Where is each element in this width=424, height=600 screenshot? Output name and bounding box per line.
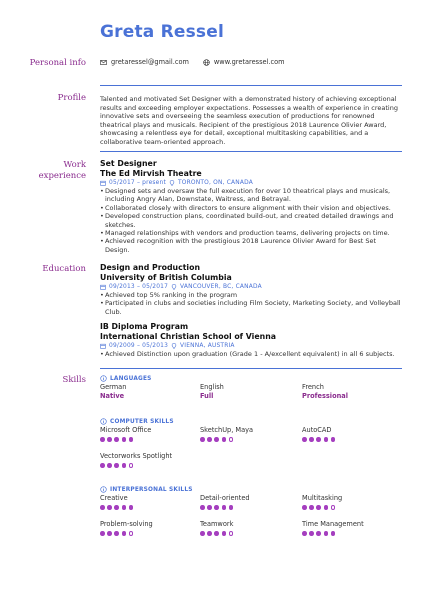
rating-dot-filled — [207, 437, 212, 442]
rating-dot-filled — [222, 505, 227, 510]
calendar-icon — [100, 180, 106, 186]
work-entry — [100, 159, 402, 254]
rating-dot-empty — [129, 463, 134, 468]
rating-dot-filled — [324, 437, 329, 442]
skill-rating — [100, 463, 133, 468]
rating-dot-empty — [229, 531, 234, 536]
rating-dot-filled — [129, 437, 134, 442]
education-meta — [100, 283, 402, 291]
rating-dot-filled — [200, 505, 205, 510]
calendar-icon — [100, 284, 106, 290]
rating-dot-filled — [129, 505, 134, 510]
rating-dot-filled — [222, 531, 227, 536]
list-item: • Achieved recognition with the prestigious 2018 Laurence Olivier Award for Best Set Design. — [100, 237, 402, 254]
skill-name: Vectorworks Spotlight — [100, 452, 173, 460]
rating-dot-filled — [200, 531, 205, 536]
education-location: VANCOUVER, BC, CANADA — [180, 284, 262, 290]
language-level: Full — [200, 392, 214, 400]
resume-name: Greta Ressel — [100, 22, 224, 42]
list-item: • Designed sets and oversaw the full execution for over 10 theatrical plays and musicals, including Angry Alan, Downstate, Waitress, and Betrayal. — [100, 187, 402, 204]
rating-dot-filled — [114, 531, 119, 536]
profile-text: Talented and motivated Set Designer with a demonstrated history of achieving exceptional results and exceeding employer expectations. Possesses a wealth of experience in creating innovative sets and overseeing the seamless execution of productions for renowned theatrical plays and musicals. Recipient of the prestigious 2018 Laurence Olivier Award, showcasing a relentless eye for detail, exceptional multitasking capabilities, and a collaborative team-oriented approach. — [100, 95, 398, 146]
info-icon — [100, 375, 107, 382]
rating-dot-filled — [100, 437, 105, 442]
job-bullets — [100, 187, 402, 254]
section-title-education: Education — [42, 264, 86, 274]
rating-dot-filled — [302, 437, 307, 442]
rating-dot-filled — [107, 531, 112, 536]
rating-dot-filled — [309, 437, 314, 442]
section-title-work-experience: Work experience — [38, 160, 86, 181]
list-item: • Achieved Distinction upon graduation (Grade 1 - A/excellent equivalent) in all 6 subjects. — [100, 350, 402, 358]
rating-dot-filled — [229, 505, 234, 510]
education-bullets — [100, 350, 402, 358]
rating-dot-filled — [107, 437, 112, 442]
rating-dot-filled — [214, 505, 219, 510]
skills-group-languages: LANGUAGES — [100, 375, 152, 382]
employer: The Ed Mirvish Theatre — [100, 169, 202, 178]
list-item: • Participated in clubs and societies including Film Society, Marketing Society, and Volleyball Club. — [100, 299, 402, 316]
location-pin-icon — [171, 343, 177, 349]
rating-dot-filled — [107, 463, 112, 468]
list-item: • Achieved top 5% ranking in the program — [100, 291, 402, 299]
skill-rating — [100, 505, 133, 510]
skill-rating — [200, 531, 233, 536]
skill-name: Detail-oriented — [200, 494, 250, 502]
skill-name: Creative — [100, 494, 128, 502]
website-text[interactable]: www.gretaressel.com — [213, 58, 285, 66]
rating-dot-filled — [100, 463, 105, 468]
rating-dot-filled — [122, 505, 127, 510]
rating-dot-filled — [107, 505, 112, 510]
rating-dot-filled — [114, 463, 119, 468]
list-item: • Developed construction plans, coordinated build-out, and created detailed drawings and sketches. — [100, 212, 402, 229]
section-title-skills: Skills — [62, 375, 86, 385]
rating-dot-filled — [122, 463, 127, 468]
job-location: TORONTO, ON, CANADA — [177, 180, 253, 186]
rating-dot-filled — [324, 505, 329, 510]
skill-rating — [302, 531, 335, 536]
skill-name: Teamwork — [200, 520, 234, 528]
rating-dot-filled — [122, 437, 127, 442]
rating-dot-filled — [200, 437, 205, 442]
skill-name: Multitasking — [302, 494, 343, 502]
list-item: • Collaborated closely with directors to ensure alignment with their vision and objectives. — [100, 204, 402, 212]
rating-dot-empty — [129, 531, 134, 536]
globe-icon — [203, 59, 210, 66]
rating-dot-empty — [331, 505, 336, 510]
envelope-icon — [100, 59, 107, 66]
school-name: University of British Columbia — [100, 273, 232, 282]
skill-rating — [200, 437, 233, 442]
rating-dot-filled — [309, 505, 314, 510]
rating-dot-filled — [316, 437, 321, 442]
skill-rating — [100, 437, 133, 442]
rating-dot-filled — [302, 531, 307, 536]
email-text[interactable]: gretaressel@gmail.com — [111, 58, 189, 66]
degree-title: Design and Production — [100, 263, 201, 272]
rating-dot-filled — [316, 531, 321, 536]
education-meta — [100, 342, 402, 350]
skill-rating — [302, 437, 335, 442]
rating-dot-filled — [100, 531, 105, 536]
info-icon — [100, 418, 107, 425]
location-pin-icon — [171, 284, 177, 290]
skills-group-computer: COMPUTER SKILLS — [100, 418, 174, 425]
skill-name: Problem-solving — [100, 520, 153, 528]
rating-dot-filled — [100, 505, 105, 510]
degree-title: IB Diploma Program — [100, 322, 189, 331]
skill-name: SketchUp, Maya — [200, 426, 254, 434]
rating-dot-empty — [229, 437, 234, 442]
language-name: German — [100, 383, 127, 391]
rating-dot-filled — [324, 531, 329, 536]
contact-line — [100, 58, 285, 66]
education-entry — [100, 263, 402, 316]
rating-dot-filled — [214, 437, 219, 442]
rating-dot-filled — [302, 505, 307, 510]
job-meta — [100, 179, 402, 187]
skill-rating — [302, 505, 335, 510]
skills-group-interpersonal: INTERPERSONAL SKILLS — [100, 486, 193, 493]
section-title-personal-info: Personal info — [29, 58, 86, 68]
education-dates: 09/2009 – 05/2013 — [109, 343, 169, 349]
skill-rating — [200, 505, 233, 510]
rating-dot-filled — [114, 437, 119, 442]
rating-dot-filled — [207, 505, 212, 510]
education-location: VIENNA, AUSTRIA — [180, 343, 235, 349]
rating-dot-filled — [214, 531, 219, 536]
calendar-icon — [100, 343, 106, 349]
language-name: French — [302, 383, 324, 391]
language-level: Native — [100, 392, 125, 400]
rating-dot-filled — [331, 531, 336, 536]
rating-dot-filled — [222, 437, 227, 442]
divider — [100, 151, 402, 152]
list-item: • Managed relationships with vendors and production teams, delivering projects on time. — [100, 229, 402, 237]
school-name: International Christian School of Vienna — [100, 332, 277, 341]
skill-name: AutoCAD — [302, 426, 332, 434]
skill-name: Microsoft Office — [100, 426, 152, 434]
location-pin-icon — [169, 180, 175, 186]
rating-dot-filled — [114, 505, 119, 510]
education-dates: 09/2013 – 05/2017 — [109, 284, 169, 290]
info-icon — [100, 486, 107, 493]
job-title: Set Designer — [100, 159, 157, 168]
divider — [100, 85, 402, 86]
job-dates: 05/2017 – present — [109, 180, 166, 186]
education-bullets — [100, 291, 402, 316]
rating-dot-filled — [122, 531, 127, 536]
skill-name: Time Management — [302, 520, 364, 528]
divider — [100, 368, 402, 369]
language-name: English — [200, 383, 224, 391]
rating-dot-filled — [316, 505, 321, 510]
rating-dot-filled — [331, 437, 336, 442]
section-title-profile: Profile — [57, 93, 86, 103]
language-level: Professional — [302, 392, 348, 400]
rating-dot-filled — [309, 531, 314, 536]
rating-dot-filled — [207, 531, 212, 536]
skill-rating — [100, 531, 133, 536]
education-entry — [100, 322, 402, 358]
